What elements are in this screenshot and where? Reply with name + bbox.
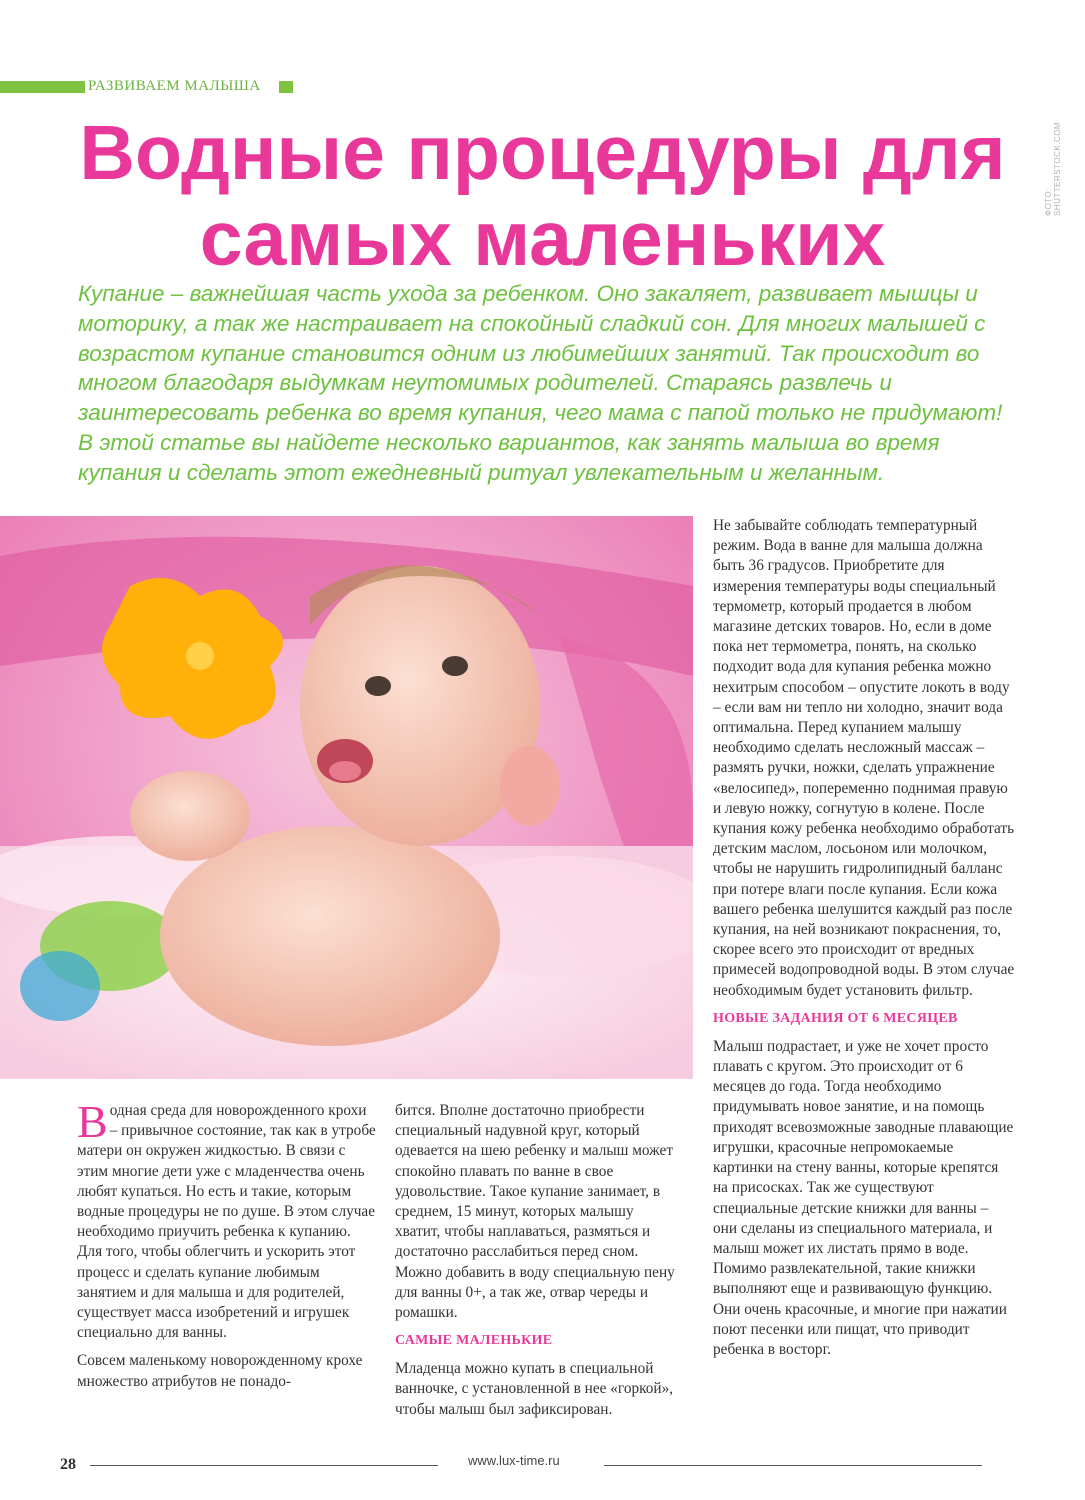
- body-paragraph: Не забывайте соблюдать температурный режим. Вода в ванне для малыша должна быть 36 градусов. Приобретите для измерения температуры воды специальный термометр, который продается в любом магазине детских товаров. Но, если в доме пока нет термометра, понять, на сколько подходит вода для купания ребенка можно нехитрым способом – опустите локоть в воду – если вам ни тепло ни холодно, значит вода оптимальна. Перед купанием малышу необходимо сделать несложный массаж – размять ручки, ножки, сделать упражнение «велосипед», попеременно поднимая правую и левую ножку, согнутую в колене. После купания кожу ребенка необходимо обработать детским маслом, лосьоном или молочком, чтобы не нарушить гидролипидный балланс при потере влаги после купания. Если кожа вашего ребенка шелушится каждый раз после купания, на ней возникают покраснения, то, скорее всего это происходит от вредных примесей водопроводной воды. В этом случае необходимым будет установить фильтр.: [713, 517, 1015, 999]
- photo-credit: ФОТО: SHUTTERSTOCK.COM: [1044, 121, 1062, 216]
- rubric-bar-right: [279, 81, 293, 93]
- rubric-bar-left: [0, 81, 85, 93]
- article-title: Водные процедуры для самых маленьких: [79, 110, 1006, 282]
- drop-cap: В: [77, 1096, 108, 1147]
- section-heading: САМЫЕ МАЛЕНЬКИЕ: [395, 1333, 553, 1349]
- baby-bath-photo: [0, 516, 693, 1079]
- body-paragraph: [77, 1096, 377, 1343]
- body-paragraph: Младенца можно купать в специальной ванночке, с установленной в нее «горкой», чтобы малыш был зафиксирован.: [395, 1360, 674, 1418]
- lead-paragraph: Купание – важнейшая часть ухода за ребенком. Оно закаляет, развивает мышцы и моторику, а так же настраивает на спокойный сладкий сон. Для многих малышей с возрастом купание становится одним из любимейших занятий. Так происходит во многом благодаря выдумкам неутомимых родителей. Стараясь развлечь и заинтересовать ребенка во время купания, чего мама с папой только не придумают! В этой статье вы найдете несколько вариантов, как занять малыша во время купания и сделать этот ежедневный ритуал увлекательным и желанным.: [78, 281, 1003, 485]
- page-number: 28: [60, 1456, 76, 1473]
- body-paragraph: Совсем маленькому новорожденному крохе множество атрибутов не понадо-: [77, 1352, 363, 1390]
- footer-rule-right: [604, 1465, 982, 1466]
- article-column-1: [77, 1096, 377, 1400]
- article-column-2: [395, 1101, 675, 1428]
- body-text: одная среда для новорожденного крохи – привычное состояние, так как в утробе матери он окружен жидкостью. В связи с этим многие дети уже с младенчества очень любят купаться. Но есть и такие, которым водные процедуры не по душе. В этом случае необходимо приучить ребенка к купанию. Для того, чтобы облегчить и ускорить этот процесс и сделать купание любимым занятием и для малыша и для родителей, существует масса изобретений и игрушек специально для ванны.: [77, 1102, 376, 1342]
- article-column-right: [713, 516, 1015, 1368]
- section-heading: НОВЫЕ ЗАДАНИЯ ОТ 6 МЕСЯЦЕВ: [713, 1010, 958, 1026]
- rubric-label: РАЗВИВАЕМ МАЛЫША: [88, 78, 261, 94]
- footer-rule-left: [90, 1465, 438, 1466]
- body-paragraph: Малыш подрастает, и уже не хочет просто плавать с кругом. Это происходит от 6 месяцев до года. Тогда необходимо придумывать новое занятие, и на помощь приходят всевозможные заводные плавающие игрушки, красочные непромокаемые картинки на стену ванны, которые крепятся на присосках. Так же существуют специальные детские книжки для ванны – они сделаны из специального материала, и малыш может их листать прямо в воде. Помимо развлекательной, такие книжки выполняют еще и развивающую функцию. Они очень красочные, и многие при нажатии поют песенки или пищат, что приводит ребенка в восторг.: [713, 1037, 1014, 1358]
- website-url: www.lux-time.ru: [468, 1453, 560, 1468]
- body-paragraph: бится. Вполне достаточно приобрести специальный надувной круг, который одевается на шею ребенку и малыш может спокойно плавать по ванне в свое удовольствие. Такое купание занимает, в среднем, 15 минут, которых малышу хватит, чтобы наплаваться, размяться и достаточно расслабиться перед сном. Можно добавить в воду специальную пену для ванны 0+, а так же, отвар череды и ромашки.: [395, 1102, 675, 1322]
